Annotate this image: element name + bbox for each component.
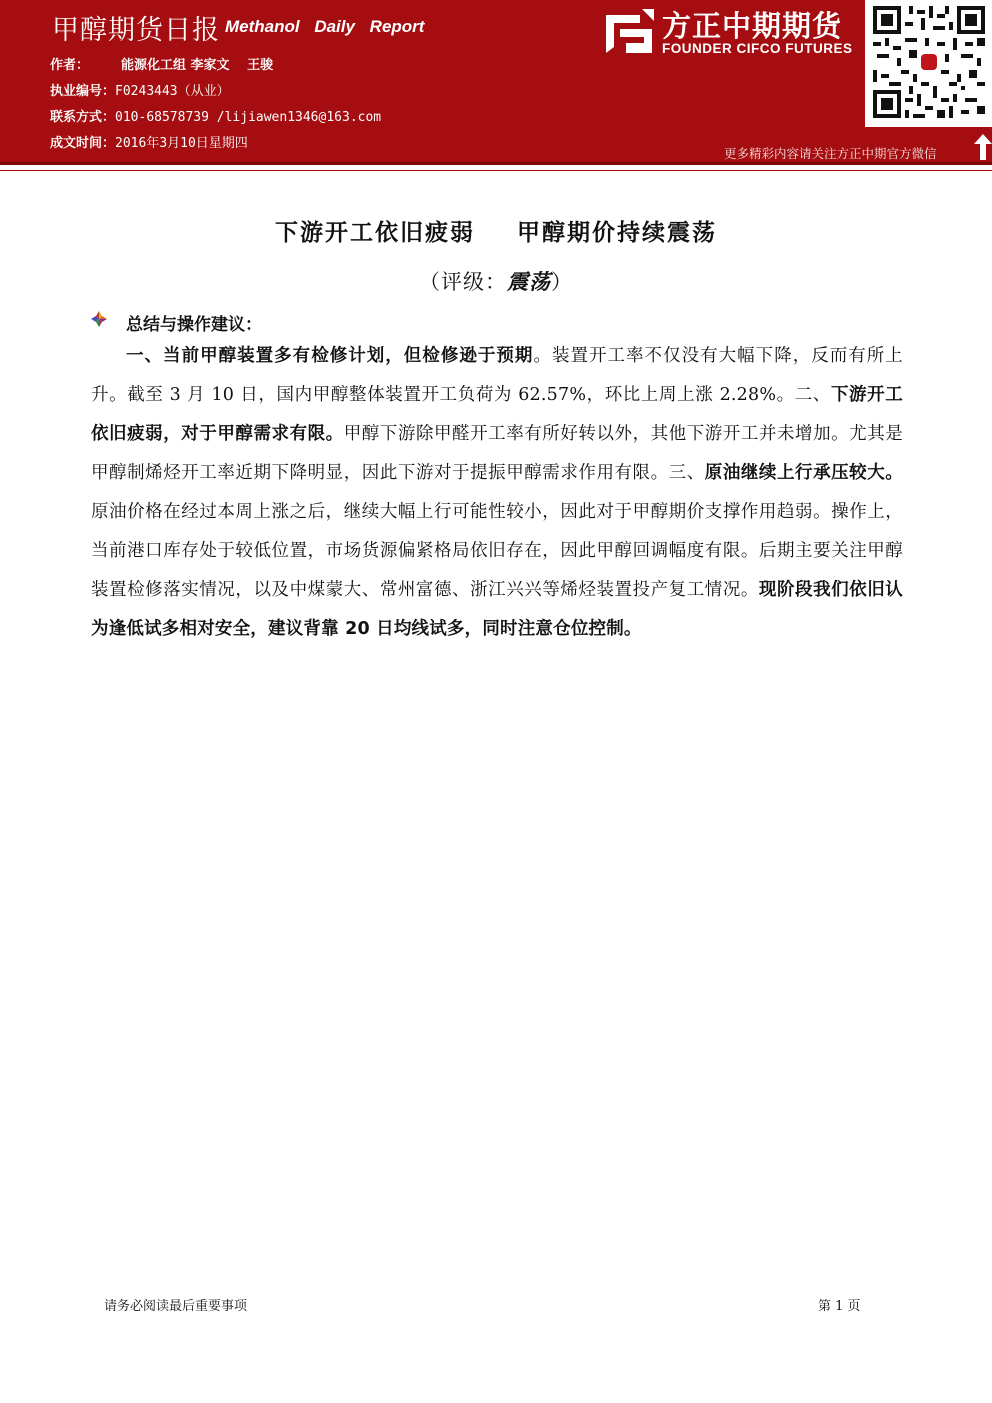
license-line	[50, 80, 230, 99]
brand-name-en: FOUNDER CIFCO FUTURES	[662, 41, 853, 56]
contact-value[interactable]: 010-68578739 /lijiawen1346@163.com	[115, 110, 382, 125]
rating-suffix: ）	[551, 270, 573, 294]
banner-thin-divider	[0, 170, 992, 171]
para-segment-2: 甲醇下游除甲醛开工率有所好转以外，其他下游开工并未增加。尤其是甲醇制烯烃开工率近期下降明显，因此下游对于提振甲醇需求作用有限。三、	[91, 424, 903, 483]
para-segment-bold-1: 一、当前甲醇装置多有检修计划，但检修逊于预期	[126, 346, 534, 366]
brand-name-cn: 方正中期期货	[662, 9, 843, 43]
para-segment-3: 原油价格在经过本周上涨之后，继续大幅上行可能性较小，因此对于甲醇期价支撑作用趋弱。操作上，当前港口库存处于较低位置，市场货源偏紧格局依旧存在，因此甲醇回调幅度有限。后期主要关注甲醇装置检修落实情况，以及中煤蒙大、常州富德、浙江兴兴等烯烃装置投产复工情况。	[91, 502, 903, 600]
footer-notice: 请务必阅读最后重要事项	[104, 1299, 248, 1314]
license-value: F0243443（从业）	[115, 84, 230, 99]
contact-line	[50, 106, 381, 125]
license-label: 执业编号：	[50, 84, 116, 99]
section-heading: 总结与操作建议：	[126, 315, 262, 335]
article-title	[0, 214, 992, 247]
qr-code[interactable]	[865, 0, 992, 127]
author-line	[50, 54, 273, 73]
founder-logo-icon	[604, 7, 656, 55]
para-segment-bold-3: 原油继续上行承压较大。	[704, 463, 903, 483]
para-segment-1: 。装置开工率不仅没有大幅下降，反而有所上升。截至 3 月 10 日，国内甲醇整体装置开工负荷为 62.57%，环比上周上涨 2.28%。二、	[91, 346, 904, 405]
summary-paragraph	[91, 337, 903, 649]
article-title-left: 下游开工依旧疲弱	[275, 220, 475, 246]
qr-code-icon	[873, 6, 985, 118]
arrow-up-icon	[974, 134, 992, 160]
author-label: 作者：	[50, 58, 90, 73]
header-banner	[0, 0, 992, 162]
date-label: 成文时间：	[50, 136, 116, 151]
contact-label: 联系方式：	[50, 110, 116, 125]
page-number: 第 1 页	[818, 1299, 861, 1314]
rating-value: 震荡	[507, 269, 551, 294]
date-line	[50, 132, 248, 151]
bullet-diamond-icon	[90, 310, 108, 328]
report-title-en: Methanol Daily Report	[225, 17, 425, 36]
banner-divider	[0, 162, 992, 165]
rating-prefix: （评级：	[419, 270, 507, 294]
para-segment-bold-2: 下游开工依旧疲弱，对于甲醇需求有限。	[91, 385, 903, 444]
author-value: 能源化工组 李家文 王骏	[121, 58, 274, 73]
para-segment-bold-4: 现阶段我们依旧认为逢低试多相对安全，建议背靠 20 日均线试多，同时注意仓位控制。	[91, 580, 903, 639]
date-value: 2016年3月10日星期四	[115, 136, 248, 151]
report-title-cn: 甲醇期货日报	[52, 15, 220, 46]
article-title-right: 甲醇期价持续震荡	[517, 220, 717, 246]
follow-wechat-text: 更多精彩内容请关注方正中期官方微信	[724, 146, 937, 161]
article-rating	[0, 266, 992, 296]
